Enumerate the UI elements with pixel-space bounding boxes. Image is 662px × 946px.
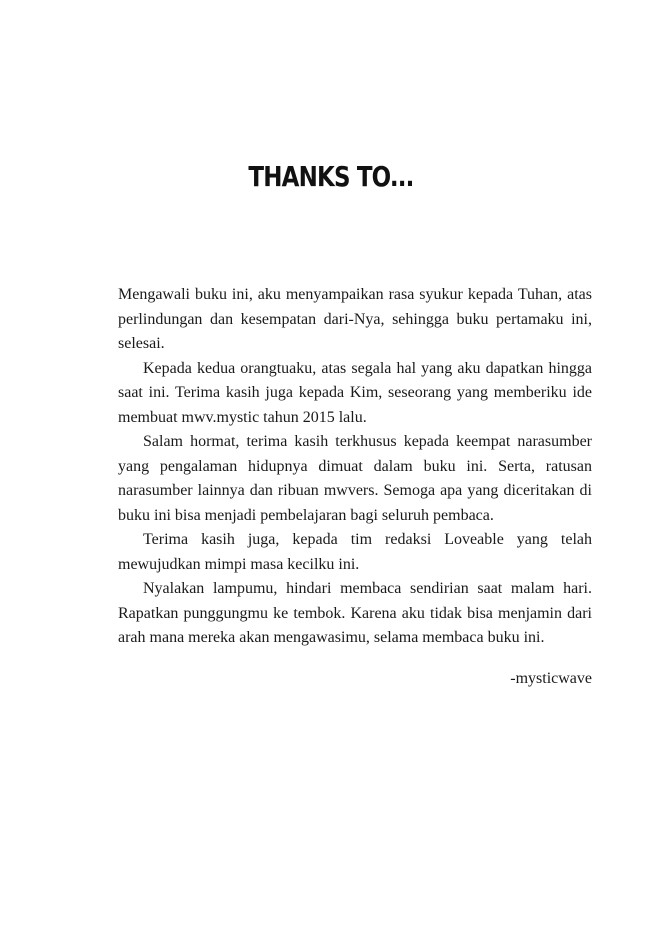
paragraph-parents: Kepada kedua orangtuaku, atas segala hal yang aku dapatkan hingga saat ini. Terima kasih juga kepada Kim, seseorang yang memberiku ide membuat mwv.mystic tahun 2015 lalu.	[118, 359, 592, 426]
paragraph-sources: Salam hormat, terima kasih terkhusus kepada keempat narasumber yang pengalaman hidupnya dimuat dalam buku ini. Serta, ratusan narasumber lainnya dan ribuan mwvers. Semoga apa yang diceritakan di buku ini bisa menjadi pembelajaran bagi seluruh pembaca.	[118, 433, 592, 524]
page-title: THANKS TO...	[248, 160, 414, 193]
paragraph-editorial-team: Terima kasih juga, kepada tim redaksi Loveable yang telah mewujudkan mimpi masa kecilku ini.	[118, 531, 592, 573]
paragraph-gratitude: Mengawali buku ini, aku menyampaikan rasa syukur kepada Tuhan, atas perlindungan dan kesempatan dari-Nya, sehingga buku pertamaku ini, selesai.	[118, 286, 592, 352]
acknowledgement-body	[118, 283, 592, 651]
author-signature: -mysticwave	[510, 670, 592, 687]
paragraph-warning: Nyalakan lampumu, hindari membaca sendirian saat malam hari. Rapatkan punggungmu ke tembok. Karena aku tidak bisa menjamin dari arah mana mereka akan mengawasimu, selama membaca buku ini.	[118, 580, 592, 646]
